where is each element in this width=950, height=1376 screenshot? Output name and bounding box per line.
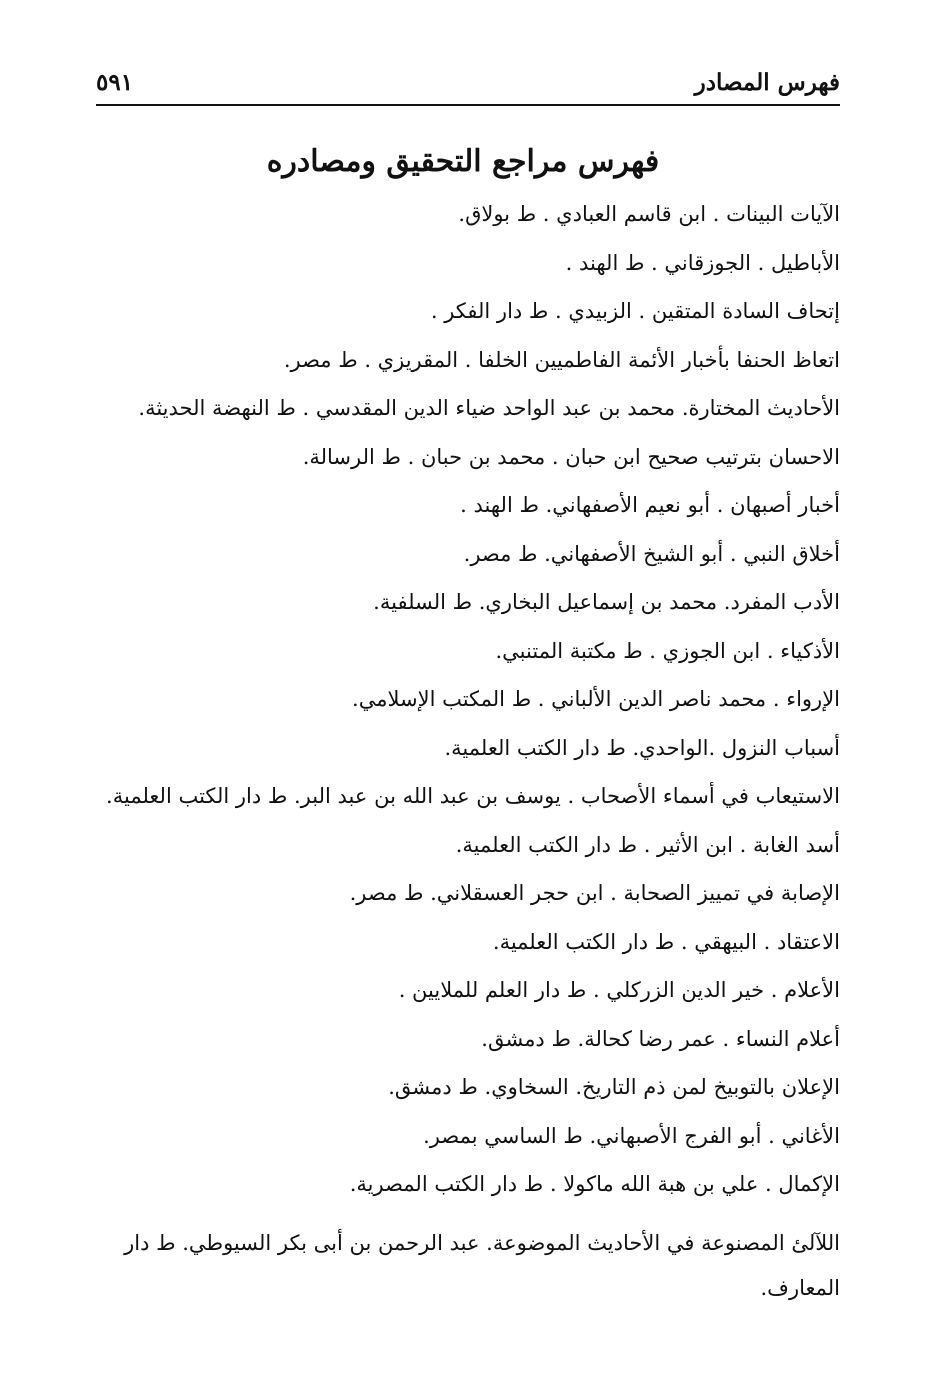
header-section-title: فهرس المصادر	[694, 68, 840, 96]
header-divider	[96, 104, 840, 106]
reference-entry: الأعلام . خير الدين الزركلي . ط دار العلم للملايين .	[398, 978, 840, 1002]
reference-entry: أسباب النزول .الواحدي. ط دار الكتب العلمية.	[444, 735, 840, 760]
header-page-number: ٥٩١	[96, 68, 134, 96]
reference-entry: الاستيعاب في أسماء الأصحاب . يوسف بن عبد الله بن عبد البر. ط دار الكتب العلمية.	[106, 784, 840, 808]
reference-list	[100, 202, 840, 1311]
reference-entry: الإكمال . علي بن هبة الله ماكولا . ط دار الكتب المصرية.	[349, 1172, 840, 1196]
reference-entry: الاعتقاد . البيهقي . ط دار الكتب العلمية.	[492, 929, 840, 954]
reference-entry: أسد الغابة . ابن الأثير . ط دار الكتب العلمية.	[455, 832, 840, 857]
reference-entry: الأغاني . أبو الفرج الأصبهاني. ط الساسي بمصر.	[423, 1123, 840, 1148]
reference-entry: الإرواء . محمد ناصر الدين الألباني . ط المكتب الإسلامي.	[352, 687, 840, 711]
reference-entry: أخبار أصبهان . أبو نعيم الأصفهاني. ط الهند .	[460, 493, 840, 517]
reference-entry: الأدب المفرد. محمد بن إسماعيل البخاري. ط السلفية.	[373, 590, 840, 614]
reference-entry: أعلام النساء . عمر رضا كحالة. ط دمشق.	[481, 1026, 840, 1051]
reference-entry: إتحاف السادة المتقين . الزبيدي . ط دار الفكر .	[430, 299, 840, 323]
reference-entry: أخلاق النبي . أبو الشيخ الأصفهاني. ط مصر.	[463, 541, 840, 566]
running-header	[96, 62, 840, 102]
reference-entry: الآيات البينات . ابن قاسم العبادي . ط بولاق.	[458, 202, 840, 226]
reference-entry: الأذكياء . ابن الجوزي . ط مكتبة المتنبي.	[495, 638, 840, 663]
page-title: فهرس مراجع التحقيق ومصادره	[266, 144, 660, 179]
reference-entry: الاحسان بترتيب صحيح ابن حبان . محمد بن حبان . ط الرسالة.	[302, 444, 840, 469]
reference-entry: الأحاديث المختارة. محمد بن عبد الواحد ضياء الدين المقدسي . ط النهضة الحديثة.	[138, 396, 840, 420]
reference-entry: الإعلان بالتوبيخ لمن ذم التاريخ. السخاوي. ط دمشق.	[388, 1075, 840, 1099]
reference-entry: الإصابة في تمييز الصحابة . ابن حجر العسقلاني. ط مصر.	[349, 881, 840, 905]
reference-entry: اتعاظ الحنفا بأخبار الأئمة الفاطميين الخلفا . المقريزي . ط مصر.	[283, 347, 840, 372]
reference-entry: اللآلئ المصنوعة في الأحاديث الموضوعة. عبد الرحمن بن أبى بكر السيوطي. ط دار المعارف.	[124, 1230, 840, 1300]
reference-entry: الأباطيل . الجوزقاني . ط الهند .	[565, 250, 840, 275]
